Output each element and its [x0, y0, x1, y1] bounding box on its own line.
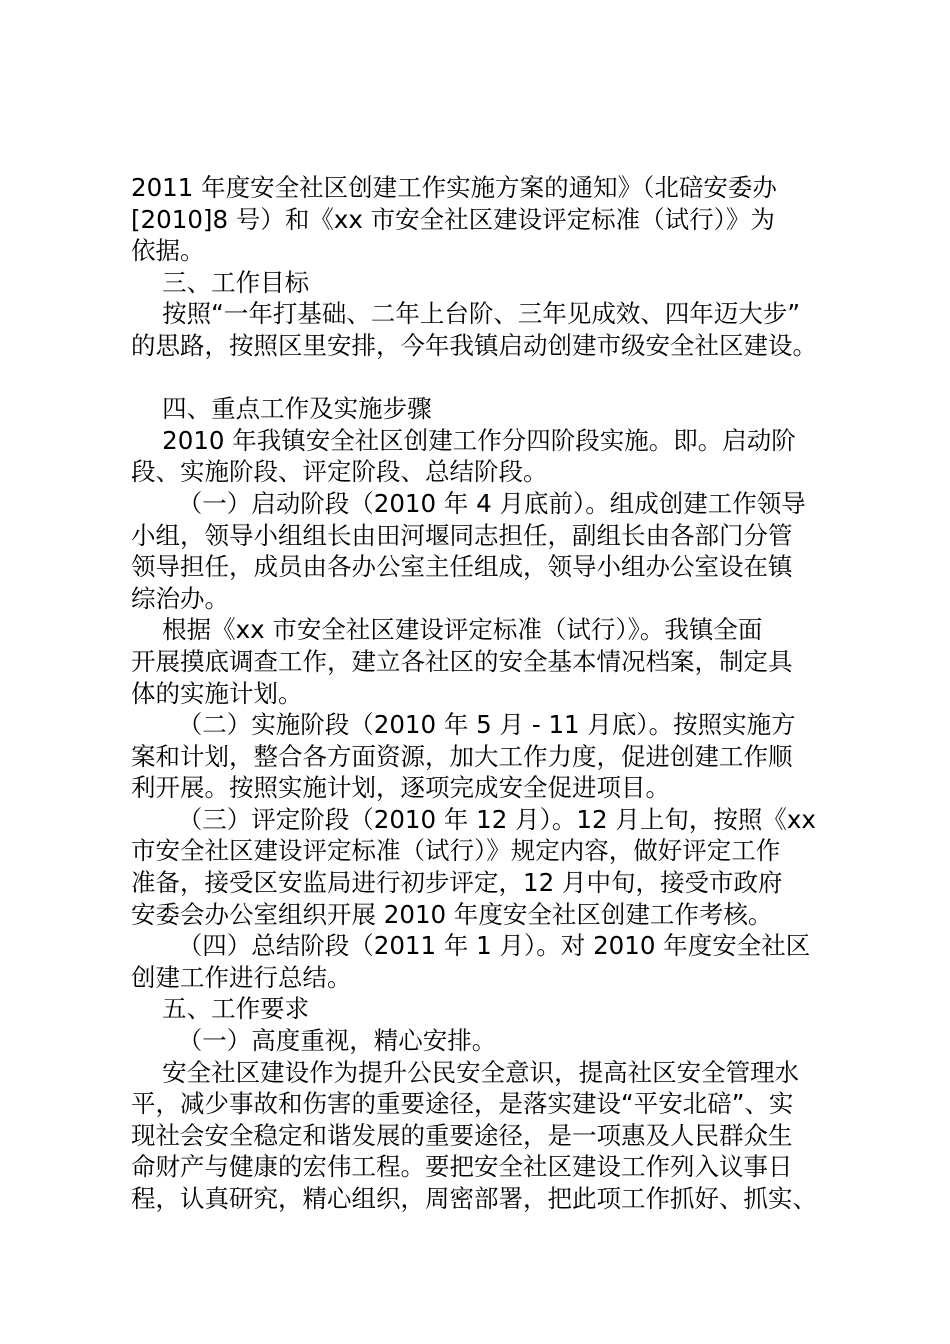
text-line: 案和计划，整合各方面资源，加大工作力度，促进创建工作顺: [131, 741, 793, 771]
text-line: 的思路，按照区里安排，今年我镇启动创建市级安全社区建设。: [131, 330, 817, 360]
text-line: 安委会办公室组织开展 2010 年度安全社区创建工作考核。: [131, 899, 773, 929]
text-line: [2010]8 号）和《xx 市安全社区建设评定标准（试行）》为: [131, 204, 775, 234]
subsection-line: （四）总结阶段（2011 年 1 月）。对 2010 年度安全社区: [131, 931, 811, 961]
document-body: [131, 172, 831, 1215]
text-line: 小组，领导小组组长由田河堰同志担任，副组长由各部门分管: [131, 520, 793, 550]
text-line: 命财产与健康的宏伟工程。要把安全社区建设工作列入议事日: [131, 1152, 793, 1182]
text-line: 利开展。按照实施计划，逐项完成安全促进项目。: [131, 773, 670, 803]
blank-line: [131, 362, 831, 394]
subsection-line: （三）评定阶段（2010 年 12 月）。12 月上旬，按照《xx: [131, 804, 816, 834]
text-line: 现社会安全稳定和谐发展的重要途径，是一项惠及人民群众生: [131, 1120, 793, 1150]
text-line: 按照“一年打基础、二年上台阶、三年见成效、四年迈大步”: [131, 299, 801, 329]
subsection-line: （一）高度重视，精心安排。: [131, 1026, 497, 1056]
section-heading-4: 四、重点工作及实施步骤: [131, 394, 432, 424]
text-line: 段、实施阶段、评定阶段、总结阶段。: [131, 457, 548, 487]
text-line: 创建工作进行总结。: [131, 962, 352, 992]
subsection-line: （一）启动阶段（2010 年 4 月底前）。组成创建工作领导: [131, 488, 806, 518]
text-line: 开展摸底调查工作，建立各社区的安全基本情况档案，制定具: [131, 646, 793, 676]
text-line: 领导担任，成员由各办公室主任组成，领导小组办公室设在镇: [131, 552, 793, 582]
section-heading-5: 五、工作要求: [131, 994, 310, 1024]
text-line: 准备，接受区安监局进行初步评定，12 月中旬，接受市政府: [131, 868, 783, 898]
text-line: 市安全社区建设评定标准（试行）》规定内容，做好评定工作: [131, 836, 781, 866]
text-line: 体的实施计划。: [131, 678, 303, 708]
text-line: 程，认真研究，精心组织，周密部署，把此项工作抓好、抓实、: [131, 1184, 817, 1213]
text-line: 根据《xx 市安全社区建设评定标准（试行）》。我镇全面: [131, 615, 763, 645]
text-line: 2010 年我镇安全社区创建工作分四阶段实施。即。启动阶: [131, 425, 796, 455]
text-line: 综治办。: [131, 583, 229, 613]
subsection-line: （二）实施阶段（2010 年 5 月 - 11 月底）。按照实施方: [131, 710, 796, 740]
text-line: 平，减少事故和伤害的重要途径，是落实建设“平安北碚”、实: [131, 1089, 794, 1119]
text-line: 安全社区建设作为提升公民安全意识，提高社区安全管理水: [131, 1057, 800, 1087]
text-line: 2011 年度安全社区创建工作实施方案的通知》（北碚安委办: [131, 173, 777, 202]
section-heading-3: 三、工作目标: [131, 267, 310, 297]
text-line: 依据。: [131, 236, 205, 266]
